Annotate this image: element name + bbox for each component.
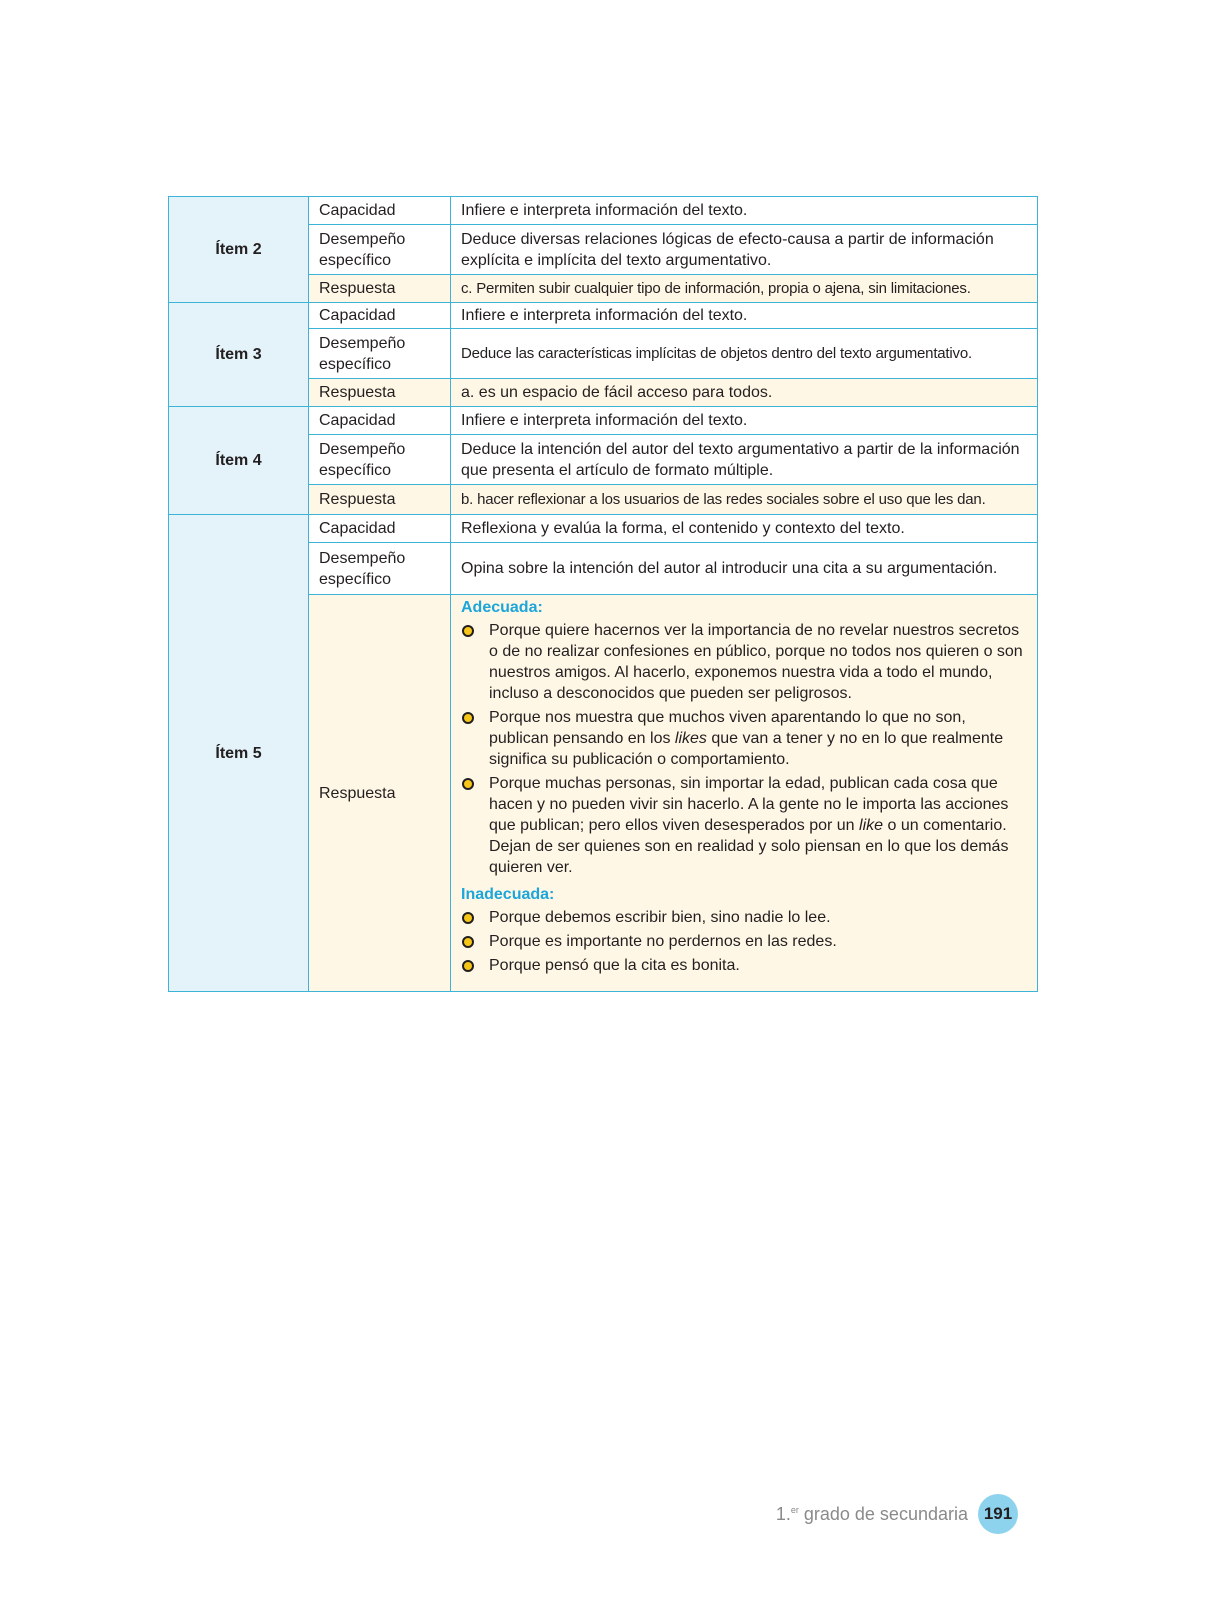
desempeno-value: Deduce la intención del autor del texto argumentativo a partir de la información que presenta el artículo de formato múltiple. [451,435,1038,485]
capacidad-label: Capacidad [309,303,451,329]
item-2-title: Ítem 2 [169,197,309,303]
bullet-icon [462,625,474,637]
list-item [461,620,1027,704]
adecuada-list [461,620,1027,878]
grade-number: 1. [775,1503,791,1524]
inadecuada-heading: Inadecuada: [461,886,555,903]
list-item [461,907,1027,928]
capacidad-value: Infiere e interpreta información del texto. [451,303,1038,329]
bullet-icon [462,712,474,724]
respuesta-label: Respuesta [309,275,451,303]
capacidad-label: Capacidad [309,407,451,435]
list-item-text: que van a tener y no en lo que realmente significa su publicación o comportamiento. [489,730,1004,768]
capacidad-value: Infiere e interpreta información del texto. [451,407,1038,435]
list-item-emphasis: like [859,817,884,834]
adecuada-heading: Adecuada: [461,599,543,616]
respuesta-label: Respuesta [309,595,451,992]
respuesta-value [451,595,1038,992]
bullet-icon [462,912,474,924]
evaluation-table [168,196,1038,992]
capacidad-value: Reflexiona y evalúa la forma, el contenido y contexto del texto. [451,515,1038,543]
respuesta-value: c. Permiten subir cualquier tipo de información, propia o ajena, sin limitaciones. [451,275,1038,303]
respuesta-value: b. hacer reflexionar a los usuarios de las redes sociales sobre el uso que les dan. [451,485,1038,515]
list-item-text: Porque debemos escribir bien, sino nadie lo lee. [489,909,831,926]
item-3-title: Ítem 3 [169,303,309,407]
desempeno-label-line-1: Desempeño [319,230,406,248]
desempeno-label-line-1: Desempeño [319,549,406,567]
page-number-badge: 191 [978,1494,1018,1534]
desempeno-label [309,225,451,275]
table-row [169,515,1038,543]
desempeno-label [309,435,451,485]
capacidad-value: Infiere e interpreta información del texto. [451,197,1038,225]
respuesta-label: Respuesta [309,379,451,407]
list-item-emphasis: likes [674,730,707,747]
list-item [461,931,1027,952]
desempeno-label-line-2: específico [319,355,392,373]
capacidad-label: Capacidad [309,197,451,225]
grade-superscript: er [790,1504,799,1515]
desempeno-label-line-1: Desempeño [319,440,406,458]
list-item [461,707,1027,770]
respuesta-label: Respuesta [309,485,451,515]
grade-text: grado de secundaria [798,1503,968,1524]
page-footer [776,1494,1018,1534]
desempeno-label [309,329,451,379]
desempeno-label-line-2: específico [319,251,392,269]
list-item-text: Porque pensó que la cita es bonita. [489,957,740,974]
bullet-icon [462,778,474,790]
list-item [461,955,1027,976]
inadecuada-list [461,907,1027,976]
item-5-title: Ítem 5 [169,515,309,992]
desempeno-label-line-2: específico [319,570,392,588]
list-item-text: o un comentario. Dejan de ser quienes son en realidad y solo piensan en lo que los demás quieren ver. [489,817,1009,876]
desempeno-label-line-2: específico [319,461,392,479]
item-4-title: Ítem 4 [169,407,309,515]
desempeno-value: Deduce diversas relaciones lógicas de efecto-causa a partir de información explícita e implícita del texto argumentativo. [451,225,1038,275]
list-item-text: Porque muchas personas, sin importar la edad, publican cada cosa que hacen y no pueden vivir sin hacerlo. A la gente no le importa las acciones que publican; pero ellos viven desesperados por un [489,775,1009,834]
list-item-text: Porque quiere hacernos ver la importancia de no revelar nuestros secretos o de no realizar confesiones en público, porque no todos nos quieren o son nuestros amigos. Al hacerlo, exponemos nuestra vida a todo el mundo, incluso a desconocidos que pueden ser peligrosos. [489,622,1023,702]
desempeno-label [309,543,451,595]
capacidad-label: Capacidad [309,515,451,543]
table-row [169,303,1038,329]
bullet-icon [462,936,474,948]
desempeno-value: Opina sobre la intención del autor al introducir una cita a su argumentación. [451,543,1038,595]
grade-label [776,1504,968,1525]
table-row [169,197,1038,225]
list-item-text: Porque nos muestra que muchos viven aparentando lo que no son, publican pensando en los [489,709,966,747]
list-item-text: Porque es importante no perdernos en las redes. [489,933,837,950]
list-item [461,773,1027,878]
desempeno-label-line-1: Desempeño [319,334,406,352]
respuesta-value: a. es un espacio de fácil acceso para todos. [451,379,1038,407]
table-row [169,407,1038,435]
desempeno-value: Deduce las características implícitas de objetos dentro del texto argumentativo. [451,329,1038,379]
bullet-icon [462,960,474,972]
